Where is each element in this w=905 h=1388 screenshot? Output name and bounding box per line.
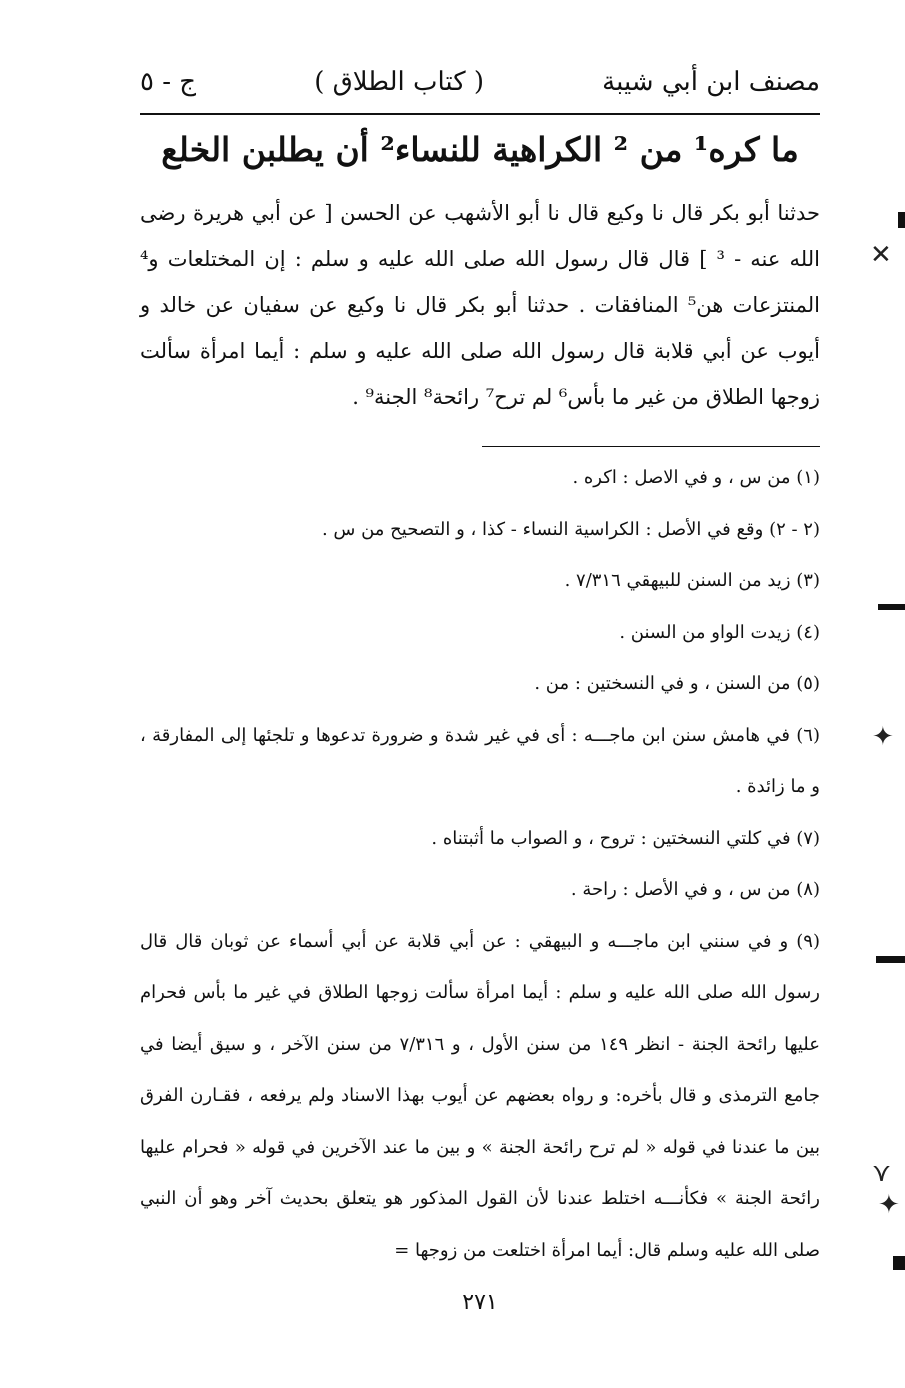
scan-star-mark: ✦ bbox=[878, 1190, 900, 1220]
footnote-3: (٣) زيد من السنن للبيهقي ٧/٣١٦ . bbox=[564, 570, 820, 591]
page-number: ٢٧١ bbox=[462, 1290, 498, 1315]
scan-star-mark: ✕ bbox=[870, 240, 892, 270]
scan-edge-mark bbox=[876, 956, 905, 963]
volume-label: ج - ٥ bbox=[140, 67, 197, 97]
scan-star-mark: ✦ bbox=[872, 722, 894, 752]
scan-edge-mark bbox=[893, 1256, 905, 1270]
chapter-title: ما كره¹ من ² الكراهية للنساء² أن يطلبن الخلع bbox=[161, 130, 799, 169]
footnote-2: (٢ - ٢) وقع في الأصل : الكراسية النساء - كذا ، و التصحيح من س . bbox=[321, 518, 820, 540]
footnote-6: (٦) في هامش سنن ابن ماجـــه : أى في غير شدة و ضرورة تدعوها و تلجئها إلى المفارقة ، و ما زائدة . bbox=[140, 724, 820, 797]
header-rule bbox=[140, 113, 820, 115]
footnote-1: (١) من س ، و في الاصل : اكره . bbox=[572, 467, 820, 488]
scan-edge-mark bbox=[878, 604, 905, 610]
footnote-7: (٧) في كلتي النسختين : تروح ، و الصواب ما أثبتناه . bbox=[431, 827, 820, 849]
running-header bbox=[140, 60, 820, 104]
section-title: ( كتاب الطلاق ) bbox=[314, 67, 485, 97]
scan-star-mark: ⋎ bbox=[872, 1158, 892, 1188]
footnote-5: (٥) من السنن ، و في النسختين : من . bbox=[534, 673, 820, 694]
main-paragraph: حدثنا أبو بكر قال نا وكيع قال نا أبو الأشهب عن الحسن [ عن أبي هريرة رضى الله عنه - ³ ] قال قال رسول الله صلى الله عليه و سلم : إن المختلعات و⁴ المنتزعات هن⁵ المنافقات . حدثنا أبو بكر قال نا وكيع عن سفيان عن خالد و أيوب عن أبي قلابة قال رسول الله صلى الله عليه و سلم : أيما امرأة سألت زوجها الطلاق من غير ما بأس⁶ لم ترح⁷ رائحة⁸ الجنة⁹ . bbox=[140, 201, 820, 409]
scan-edge-mark bbox=[898, 212, 905, 228]
footnote-separator bbox=[482, 446, 820, 447]
main-text bbox=[140, 190, 820, 420]
footnotes bbox=[140, 452, 820, 1276]
footnote-4: (٤) زيدت الواو من السنن . bbox=[619, 621, 820, 643]
footnote-8: (٨) من س ، و في الأصل : راحة . bbox=[570, 879, 820, 900]
footnote-9: (٩) و في سنني ابن ماجـــه و البيهقي : عن أبي قلابة عن أبي أسماء عن ثوبان قال قال رسول الله صلى الله عليه و سلم : أيما امرأة سألت زوجها الطلاق في غير ما بأس فحرام عليها رائحة الجنة - انظر ١٤٩ من سنن الأول ، و ٧/٣١٦ من سنن الآخر ، و سيق أيضا في جامع الترمذى و قال بأخره: و رواه بعضهم عن أيوب بهذا الاسناد ولم يرفعه ، فقـارن الفرق بين ما عندنا في قوله « لم ترح رائحة الجنة » و بين ما عند الآخرين في قوله « فحرام عليها رائحة الجنة » فكأنـــه اختلط عندنا لأن القول المذكور هو يتعلق بحديث آخر وهو أن النبي صلى الله عليه وسلم قال: أيما امرأة اختلعت من زوجها = bbox=[140, 930, 820, 1261]
book-title: مصنف ابن أبي شيبة bbox=[602, 67, 820, 97]
